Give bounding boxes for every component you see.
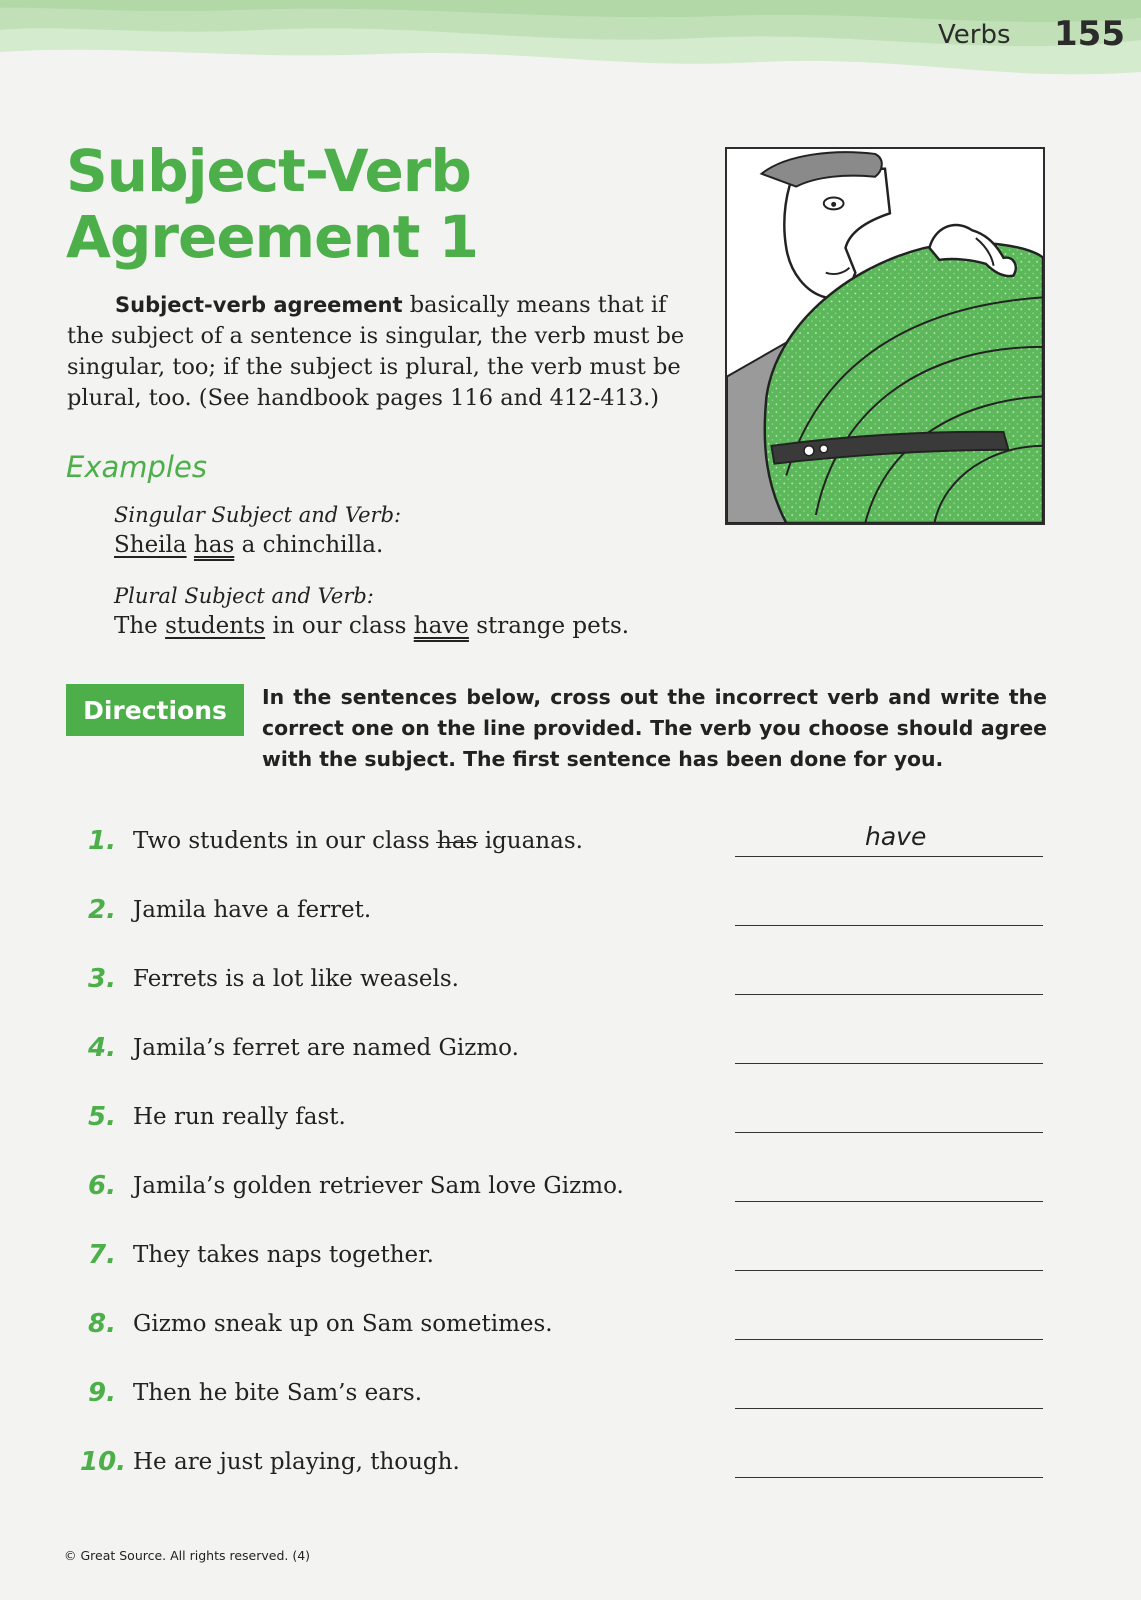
answer-line[interactable]: [735, 856, 1043, 857]
exercise-item: [80, 1378, 1045, 1428]
exercise-number: 4.: [88, 1033, 116, 1063]
exercise-number: 1.: [88, 826, 116, 856]
answer-line[interactable]: [735, 1408, 1043, 1409]
plural-label: Plural Subject and Verb:: [114, 584, 374, 608]
title-line-1: Subject-Verb: [66, 137, 471, 205]
exercise-number: 10.: [80, 1447, 127, 1477]
exercise-item: [80, 1447, 1045, 1497]
directions-badge: Directions: [66, 684, 244, 736]
exercise-sentence: He run really fast.: [133, 1104, 346, 1130]
plural-rest: strange pets.: [468, 613, 630, 639]
plural-example: The students in our class have strange pets.: [114, 613, 630, 639]
directions-text: In the sentences below, cross out the incorrect verb and write the correct one on the line provided. The verb you choose should agree with the subject. The first sentence has been done for you.: [262, 685, 1047, 771]
copyright-notice: © Great Source. All rights reserved. (4): [64, 1548, 311, 1563]
intro-paragraph: [67, 290, 697, 414]
exercise-sentence: Gizmo sneak up on Sam sometimes.: [133, 1311, 553, 1337]
answer-line[interactable]: [735, 1477, 1043, 1478]
exercise-number: 8.: [88, 1309, 116, 1339]
title-line-2: Agreement 1: [66, 203, 479, 271]
answer-text: have: [865, 822, 927, 851]
struck-verb: has: [437, 828, 478, 854]
exercise-number: 7.: [88, 1240, 116, 1270]
exercise-item: [80, 1171, 1045, 1221]
intro-term: Subject-verb agreement: [115, 293, 403, 317]
exercise-item: [80, 1102, 1045, 1152]
exercise-number: 3.: [88, 964, 116, 994]
exercise-sentence: Then he bite Sam’s ears.: [133, 1380, 423, 1406]
exercise-item: [80, 1033, 1045, 1083]
section-name: Verbs: [938, 20, 1011, 50]
intro-text: basically means that if the subject of a sentence is singular, the verb must be singular, too; if the subject is plural, the verb must be plural, too. (See handbook pages 116 and 412-413.): [67, 292, 685, 411]
examples-heading: Examples: [66, 450, 207, 484]
singular-rest: a chinchilla.: [234, 532, 384, 558]
page-title: [66, 138, 478, 270]
exercise-sentence: Ferrets is a lot like weasels.: [133, 966, 459, 992]
answer-line[interactable]: [735, 994, 1043, 995]
exercise-number: 5.: [88, 1102, 116, 1132]
singular-verb: has: [193, 532, 235, 558]
answer-line[interactable]: [735, 1132, 1043, 1133]
exercise-item: [80, 822, 1045, 876]
exercise-item: [80, 1309, 1045, 1359]
plural-verb: have: [413, 613, 469, 639]
answer-line[interactable]: [735, 1339, 1043, 1340]
exercise-number: 2.: [88, 895, 116, 925]
plural-subject: students: [165, 613, 266, 639]
singular-subject: Sheila: [114, 532, 187, 558]
exercise-sentence: He are just playing, though.: [133, 1449, 460, 1475]
answer-line[interactable]: [735, 1270, 1043, 1271]
exercise-item: [80, 895, 1045, 945]
answer-line[interactable]: [735, 1063, 1043, 1064]
answer-line[interactable]: [735, 1201, 1043, 1202]
singular-label: Singular Subject and Verb:: [114, 503, 402, 527]
exercise-number: 9.: [88, 1378, 116, 1408]
ferret-illustration: [725, 147, 1045, 525]
page-number: 155: [1054, 14, 1125, 54]
exercise-item: [80, 964, 1045, 1014]
exercise-sentence: Jamila’s ferret are named Gizmo.: [133, 1035, 519, 1061]
singular-example: [114, 532, 383, 558]
exercise-number: 6.: [88, 1171, 116, 1201]
exercise-sentence: They takes naps together.: [133, 1242, 434, 1268]
answer-line[interactable]: [735, 925, 1043, 926]
exercise-item: [80, 1240, 1045, 1290]
exercise-sentence: Jamila’s golden retriever Sam love Gizmo.: [133, 1173, 624, 1199]
exercise-sentence: Two students in our class has iguanas.: [133, 828, 583, 854]
exercise-sentence: Jamila have a ferret.: [133, 897, 372, 923]
